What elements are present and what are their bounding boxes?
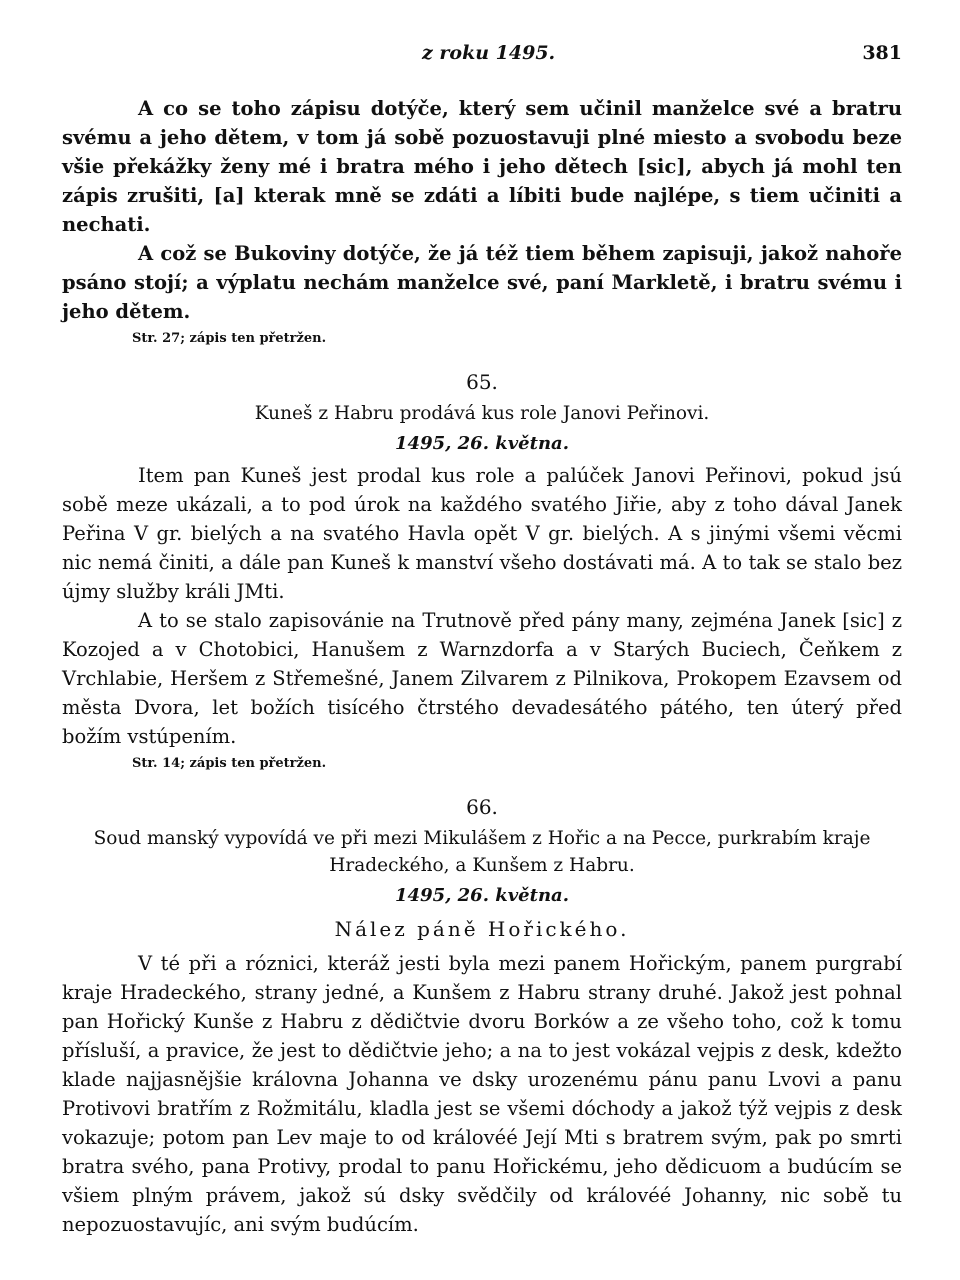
paragraph: Item pan Kuneš jest prodal kus role a palúček Janovi Peřinovi, pokud jsú sobě meze ukázali, a to pod úrok na každého svatého Jiřie, aby z toho dával Janek Peřina V gr. bielých a na svatého Havla opět V gr. bielých. A s jinými všemi věcmi nic nemá činiti, a dále pan Kuneš k manství všeho dostávati má. A to tak se stalo bez újmy služby králi JMti.: [62, 464, 902, 603]
document-date: 1495, 26. května.: [395, 433, 569, 454]
source-note: Str. 27; zápis ten přetržen.: [132, 331, 327, 346]
document-date: 1495, 26. května.: [395, 885, 569, 906]
document-heading: Soud manský vypovídá ve při mezi Mikulášem z Hořic a na Pecce, purkrabím kraje Hradeckého, a Kunšem z Habru.: [93, 828, 871, 876]
paragraph: A co se toho zápisu dotýče, který sem učinil manželce své a bratru svému a jeho dětem, v tom já sobě pozuostavuji plné miesto a svobodu beze všie překážky ženy mé i bratra mého i jeho dětech [sic], abych já mohl ten zápis zrušiti, [a] kterak mně se zdáti a líbiti bude najlépe, s tiem učiniti a nechati.: [62, 97, 902, 236]
document-number: 66.: [466, 795, 498, 819]
document-number: 65.: [466, 370, 498, 394]
page-number: 381: [862, 42, 902, 64]
document-heading: Kuneš z Habru prodává kus role Janovi Peřinovi.: [254, 403, 710, 424]
paragraph: V té při a róznici, kteráž jesti byla mezi panem Hořickým, panem purgrabí kraje Hradeckého, strany jedné, a Kunšem z Habru strany druhé. Jakož jest pohnal pan Hořický Kunše z Habru z dědičtvie dvoru Borków a ze všeho toho, což k tomu přísluší, a pravice, že jest to dědičtvie jeho; a na to jest vokázal vejpis z desk, kdežto klade najjasnějšie královna Johanna ve dsky urozenému pánu panu Lvovi a panu Protivovi bratřím z Rožmitálu, kladla jest se všemi dóchody a jakož týž vejpis z desk vokazuje; potom pan Lev maje to od královéé Její Mti s bratrem svým, pak po smrti bratra svého, pana Protivy, prodal to panu Hořickému, jeho dědicuom a budúcím se všiem plným právem, jakož sú dsky svědčily od královéé Johanny, nic sobě tu nepozuostavujíc, ani svým budúcím.: [62, 952, 902, 1236]
document-subtitle: Nález páně Hořického.: [334, 917, 630, 941]
book-page: [62, 0, 902, 1280]
running-head: [62, 42, 902, 72]
paragraph: A to se stalo zapisovánie na Trutnově před pány many, zejména Janek [sic] z Kozojed a v Chotobici, Hanušem z Warnzdorfa a v Starých Buciech, Čeňkem z Vrchlabie, Heršem z Střemešné, Janem Zilvarem z Pilnikova, Prokopem Ezavsem od města Dvora, let božích tisícého čtrstého devadesátého pátého, ten úterý před božím vstúpením.: [62, 609, 902, 748]
source-note: Str. 14; zápis ten přetržen.: [132, 756, 327, 771]
page-body: [62, 94, 902, 1239]
running-title: z roku 1495.: [422, 42, 556, 64]
paragraph: A což se Bukoviny dotýče, že já též tiem během zapisuji, jakož nahoře psáno stojí; a výplatu nechám manželce své, paní Markletě, i bratru svému i jeho dětem.: [62, 242, 902, 323]
